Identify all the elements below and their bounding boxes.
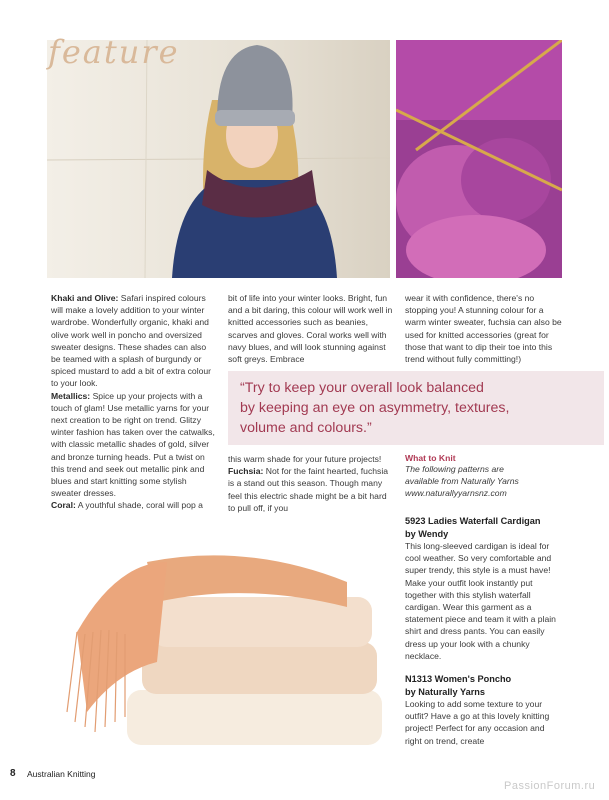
feature-label: feature (48, 33, 180, 71)
text-coral: A youthful shade, coral will pop a (77, 500, 203, 511)
photo-folded-knitwear (47, 522, 390, 747)
heading-metallics: Metallics: (51, 390, 91, 401)
heading-khaki: Khaki and Olive: (51, 293, 119, 303)
pull-quote-line-1: “Try to keep your overall look balanced (240, 380, 484, 396)
pull-quote-box (228, 371, 604, 445)
pattern-1-description: This long-sleeved cardigan is ideal for cool weather. So very comfortable and super trendy, this style is a must have! Make your outfit look instantly put together with this stylish waterfall cardigan. Wear this garment as a statement piece and team it with a plain shirt and dress pants. You can easily dress up your look with a chunky necklace. (405, 541, 556, 661)
photo-fuchsia-yarn (396, 40, 562, 278)
text-coral-continued: bit of life into your winter looks. Bright, fun and a bit daring, this colour will work well in knitted accessories such as beanies, scarves and gloves. Coral works well with navy blues, and will look stunning against soft greys. Embrace (228, 293, 393, 365)
article-column-2-bottom (228, 453, 396, 514)
pattern-1-title-line-1: 5923 Ladies Waterfall Cardigan (405, 516, 541, 526)
watermark: PassionForum.ru (504, 780, 596, 792)
text-khaki: Safari inspired colours will make a lovely addition to your winter wardrobe. Wonderfully organic, khaki and olive work well in poncho and oversized sweater designs. These shades can also be teamed with a splash of burgundy or spiced mustard to add a bit of extra colour to your look. (51, 293, 212, 389)
photo-woman-beanie (47, 40, 390, 278)
heading-fuchsia: Fuchsia: (228, 466, 264, 477)
page-number: 8 (10, 768, 16, 779)
text-metallics: Spice up your projects with a touch of glam! Use metallic yarns for your next creation to be right on trend. Glitzy winter fashion has taken over the catwalks, with classic metallic shades of gold, silver and bronze turning heads. Put a twist on this trend and seek out metallic pink and blues and start knitting some stylish sweater dresses. (51, 390, 215, 499)
paragraph-metallics (51, 390, 217, 500)
pattern-2-description: Looking to add some texture to your outfit? Have a go at this lovely knitting project! Perfect for any occasion and right on trend, create (405, 699, 550, 746)
article-column-1 (51, 292, 217, 512)
text-fuchsia: Not for the faint hearted, fuchsia is a stand out this season. Though many feel this electric shade might be a bit hard to pull off, if you (228, 466, 389, 513)
paragraph-fuchsia (228, 465, 396, 514)
text-fuchsia-continued: wear it with confidence, there's no stopping you! A stunning colour for a warm winter sweater, fuchsia can also be used for knitted accessories (great for those that want to dip their toe into this trend without fully committing!) (405, 293, 562, 365)
article-column-3-top (405, 292, 565, 365)
pattern-2-title-line-2: by Naturally Yarns (405, 686, 486, 697)
magazine-name: Australian Knitting (27, 769, 96, 779)
pull-quote-line-2: by keeping an eye on asymmetry, textures, (240, 400, 510, 416)
pull-quote-line-3: volume and colours.” (240, 420, 372, 436)
what-to-knit-line-1: The following patterns are (405, 464, 504, 474)
paragraph-coral (51, 499, 217, 511)
pattern-2-title-line-1: N1313 Women's Poncho (405, 674, 512, 684)
what-to-knit-box (405, 453, 565, 500)
pull-quote (240, 378, 509, 438)
pattern-womens-poncho (405, 673, 562, 747)
what-to-knit-heading: What to Knit (405, 453, 456, 463)
what-to-knit-line-2: available from Naturally Yarns (405, 476, 519, 487)
what-to-knit-url: www.naturallyyarnsnz.com (405, 488, 507, 499)
pattern-1-title-line-2: by Wendy (405, 528, 449, 539)
text-coral-end: this warm shade for your future projects! (228, 454, 382, 464)
heading-coral: Coral: (51, 500, 76, 511)
paragraph-khaki (51, 292, 217, 390)
article-column-2-top (228, 292, 394, 365)
pattern-waterfall-cardigan (405, 515, 562, 662)
